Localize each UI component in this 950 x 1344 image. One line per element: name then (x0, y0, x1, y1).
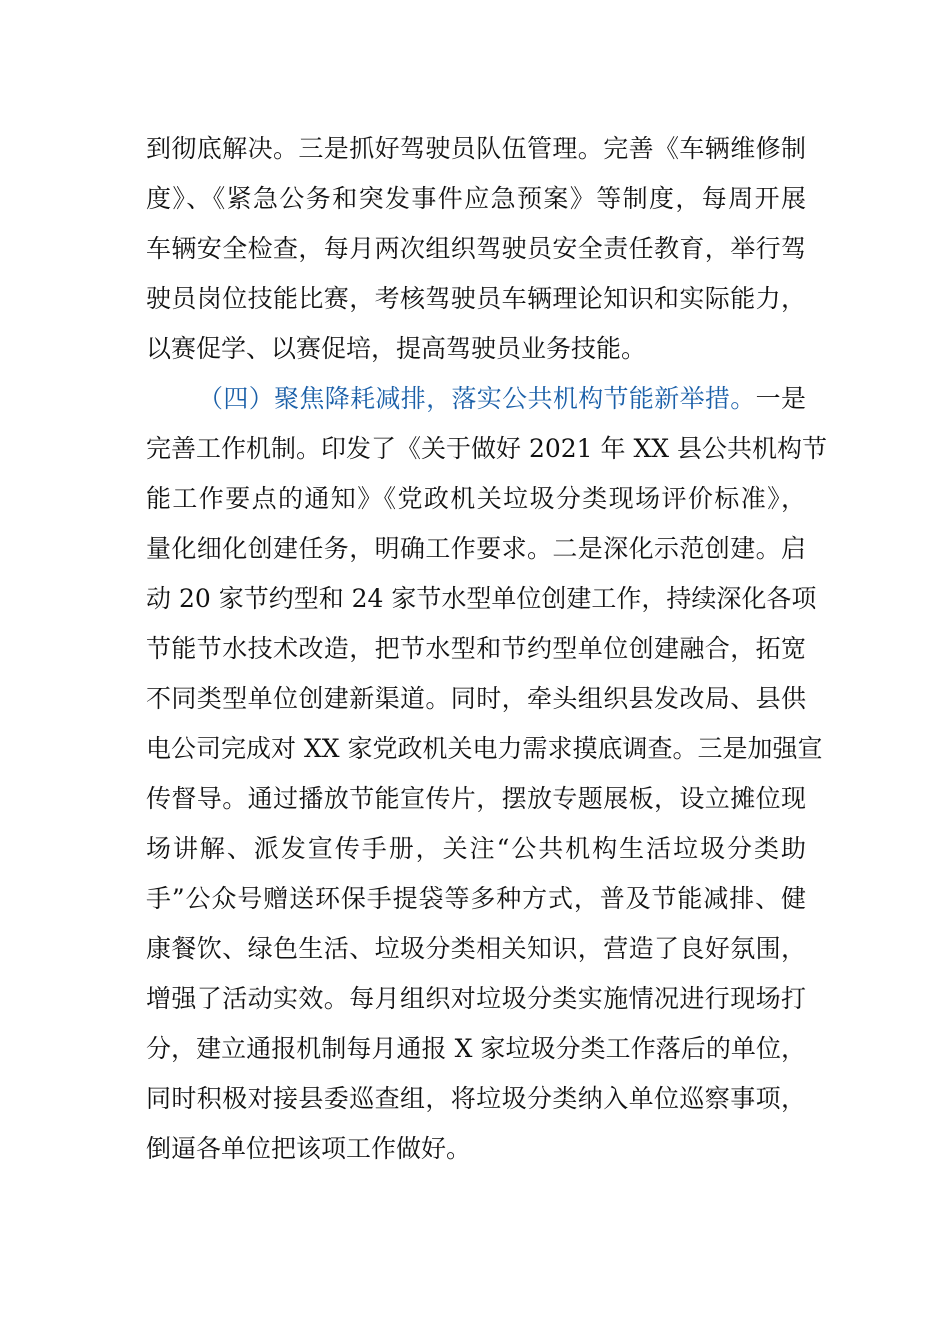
paragraph-line: 电公司完成对 XX 家党政机关电力需求摸底调查。三是加强宣 (146, 734, 823, 763)
paragraph-line: 分，建立通报机制每月通报 X 家垃圾分类工作落后的单位， (146, 1034, 806, 1063)
paragraph-line: 动 20 家节约型和 24 家节水型单位创建工作，持续深化各项 (146, 584, 817, 613)
section-heading: （四）聚焦降耗减排，落实公共机构节能新举措。 (198, 384, 756, 413)
paragraph-line: 到彻底解决。三是抓好驾驶员队伍管理。完善《车辆维修制 (146, 134, 806, 163)
paragraph-line: 不同类型单位创建新渠道。同时，牵头组织县发改局、县供 (146, 684, 806, 713)
paragraph-line: 以赛促学、以赛促培，提高驾驶员业务技能。 (146, 334, 647, 363)
paragraph-energy-saving (146, 374, 828, 1174)
paragraph-first-line (146, 374, 806, 424)
paragraph-line: 康餐饮、绿色生活、垃圾分类相关知识，营造了良好氛围， (146, 934, 806, 963)
paragraph-line: 节能节水技术改造，把节水型和节约型单位创建融合，拓宽 (146, 634, 806, 663)
paragraph-line: 驶员岗位技能比赛，考核驾驶员车辆理论知识和实际能力， (146, 284, 806, 313)
paragraph-line: 增强了活动实效。每月组织对垃圾分类实施情况进行现场打 (146, 984, 806, 1013)
paragraph-line: 传督导。通过播放节能宣传片，摆放专题展板，设立摊位现 (146, 784, 806, 813)
paragraph-line: 量化细化创建任务，明确工作要求。二是深化示范创建。启 (146, 534, 806, 563)
paragraph-line: 场讲解、派发宣传手册，关注“公共机构生活垃圾分类助 (146, 834, 806, 863)
paragraph-driver-management (146, 124, 806, 374)
paragraph-line: 倒逼各单位把该项工作做好。 (146, 1134, 472, 1163)
paragraph-line: 度》、《紧急公务和突发事件应急预案》等制度，每周开展 (146, 184, 806, 213)
paragraph-line: 手”公众号赠送环保手提袋等多种方式，普及节能减排、健 (146, 884, 806, 913)
paragraph-line: 能工作要点的通知》《党政机关垃圾分类现场评价标准》， (146, 484, 806, 513)
document-body (146, 124, 828, 1174)
paragraph-line: 完善工作机制。印发了《关于做好 2021 年 XX 县公共机构节 (146, 434, 828, 463)
paragraph-line: 车辆安全检查，每月两次组织驾驶员安全责任教育，举行驾 (146, 234, 806, 263)
paragraph-line: 同时积极对接县委巡查组，将垃圾分类纳入单位巡察事项， (146, 1084, 806, 1113)
heading-trailing-text: 一是 (755, 384, 806, 413)
